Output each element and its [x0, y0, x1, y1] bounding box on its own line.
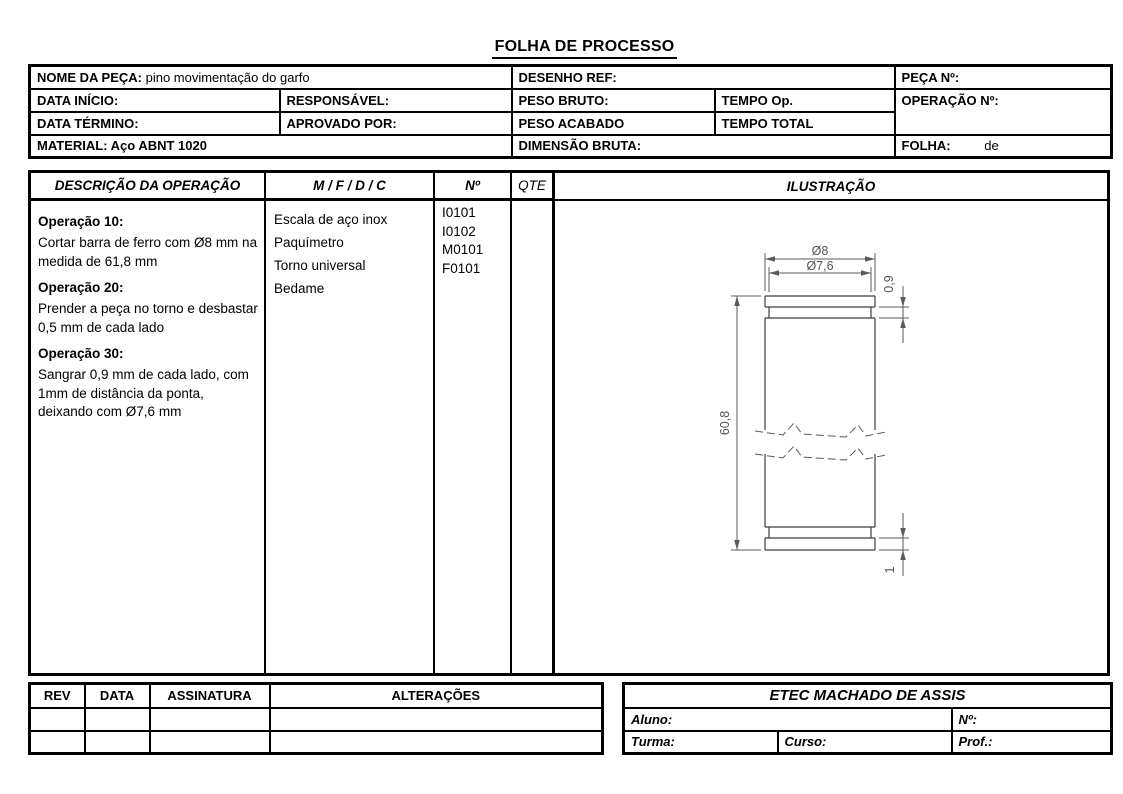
pin-outline [765, 296, 875, 550]
illustration-panel [555, 201, 1107, 673]
rev-cell-empty [270, 731, 603, 754]
rev-cell-empty [85, 731, 150, 754]
field-dimensao-bruta: DIMENSÃO BRUTA: [512, 135, 895, 158]
tool-number: M0101 [442, 242, 484, 257]
field-no: Nº: [952, 708, 1112, 731]
tool-number: I0102 [442, 223, 476, 239]
dim-label-groove-width: 0,9 [882, 275, 896, 293]
qte-empty-cell [512, 201, 552, 673]
operation-text: Sangrar 0,9 mm de cada lado, com 1mm de distância da ponta, deixando com Ø7,6 mm [38, 367, 249, 419]
tool-number: F0101 [442, 260, 481, 276]
page-title: FOLHA DE PROCESSO [492, 38, 678, 59]
header-info-table [28, 64, 1113, 159]
dim-label-tip-distance: 1 [883, 566, 897, 574]
operation-title: Operação 20: [38, 280, 124, 295]
dimension-diameter-groove [769, 259, 871, 292]
field-data-termino: DATA TÉRMINO: [30, 112, 280, 135]
rev-cell-empty [150, 708, 270, 731]
field-folha [895, 135, 1112, 158]
rev-cell-empty [30, 731, 85, 754]
column-qte [512, 173, 555, 673]
field-material: MATERIAL: Aço ABNT 1020 [30, 135, 512, 158]
dim-label-diameter-groove: Ø7,6 [806, 259, 834, 273]
column-numero [435, 173, 512, 673]
dim-label-length: 60,8 [718, 410, 732, 436]
dim-label-diameter-outer: Ø8 [811, 244, 829, 258]
process-table [28, 170, 1110, 676]
technical-drawing [555, 201, 1107, 673]
column-ilustracao [555, 173, 1107, 673]
field-peso-acabado: PESO ACABADO [512, 112, 715, 135]
rev-cell-empty [30, 708, 85, 731]
column-header-descricao: DESCRIÇÃO DA OPERAÇÃO [31, 173, 264, 201]
tool-item: Bedame [274, 281, 325, 296]
rev-header-alteracoes: ALTERAÇÕES [270, 684, 603, 708]
field-turma: Turma: [624, 731, 778, 754]
field-operacao-no: OPERAÇÃO Nº: [895, 89, 1112, 135]
rev-cell-empty [85, 708, 150, 731]
field-folha-de: de [984, 138, 999, 154]
column-header-ilustracao: ILUSTRAÇÃO [555, 173, 1107, 201]
revisions-table [28, 682, 604, 755]
revision-row [30, 708, 603, 731]
field-tempo-op: TEMPO Op. [715, 89, 895, 112]
column-mfdc [266, 173, 435, 673]
operation-text: Cortar barra de ferro com Ø8 mm na medida de 61,8 mm [38, 235, 258, 269]
field-nome-da-peca [30, 66, 512, 89]
tool-numbers-list [435, 201, 510, 673]
column-header-qte: QTE [512, 173, 552, 201]
tool-item: Paquímetro [274, 235, 344, 250]
column-descricao [31, 173, 266, 673]
operations-list [31, 201, 264, 673]
break-lines [755, 423, 886, 460]
tool-item: Torno universal [274, 258, 366, 273]
operation-title: Operação 30: [38, 346, 124, 361]
column-header-numero: Nº [435, 173, 510, 201]
field-desenho-ref: DESENHO REF: [512, 66, 895, 89]
school-name: ETEC MACHADO DE ASSIS [624, 684, 1112, 708]
field-peca-no: PEÇA Nº: [895, 66, 1112, 89]
field-nome-value: pino movimentação do garfo [145, 69, 310, 85]
page-title-row [0, 38, 1123, 59]
dimension-tip-distance [879, 513, 909, 576]
school-table [622, 682, 1113, 755]
dimension-length [718, 296, 761, 550]
dimension-groove-width [879, 275, 909, 343]
tool-item: Escala de aço inox [274, 212, 388, 227]
field-curso: Curso: [778, 731, 952, 754]
rev-cell-empty [270, 708, 603, 731]
field-peso-bruto: PESO BRUTO: [512, 89, 715, 112]
tools-list [266, 201, 433, 673]
field-tempo-total: TEMPO TOTAL [715, 112, 895, 135]
tool-number: I0101 [442, 205, 476, 220]
field-data-inicio: DATA INÍCIO: [30, 89, 280, 112]
field-aprovado-por: APROVADO POR: [280, 112, 512, 135]
field-responsavel: RESPONSÁVEL: [280, 89, 512, 112]
field-nome-label: NOME DA PEÇA: [37, 69, 142, 85]
field-prof: Prof.: [952, 731, 1112, 754]
operation-text: Prender a peça no torno e desbastar 0,5 mm de cada lado [38, 301, 258, 335]
rev-header-rev: REV [30, 684, 85, 708]
operation-title: Operação 10: [38, 214, 124, 229]
revision-row [30, 731, 603, 754]
rev-header-assinatura: ASSINATURA [150, 684, 270, 708]
field-folha-label: FOLHA: [901, 138, 951, 154]
rev-cell-empty [150, 731, 270, 754]
field-aluno: Aluno: [624, 708, 952, 731]
rev-header-data: DATA [85, 684, 150, 708]
column-header-mfdc: M / F / D / C [266, 173, 433, 201]
